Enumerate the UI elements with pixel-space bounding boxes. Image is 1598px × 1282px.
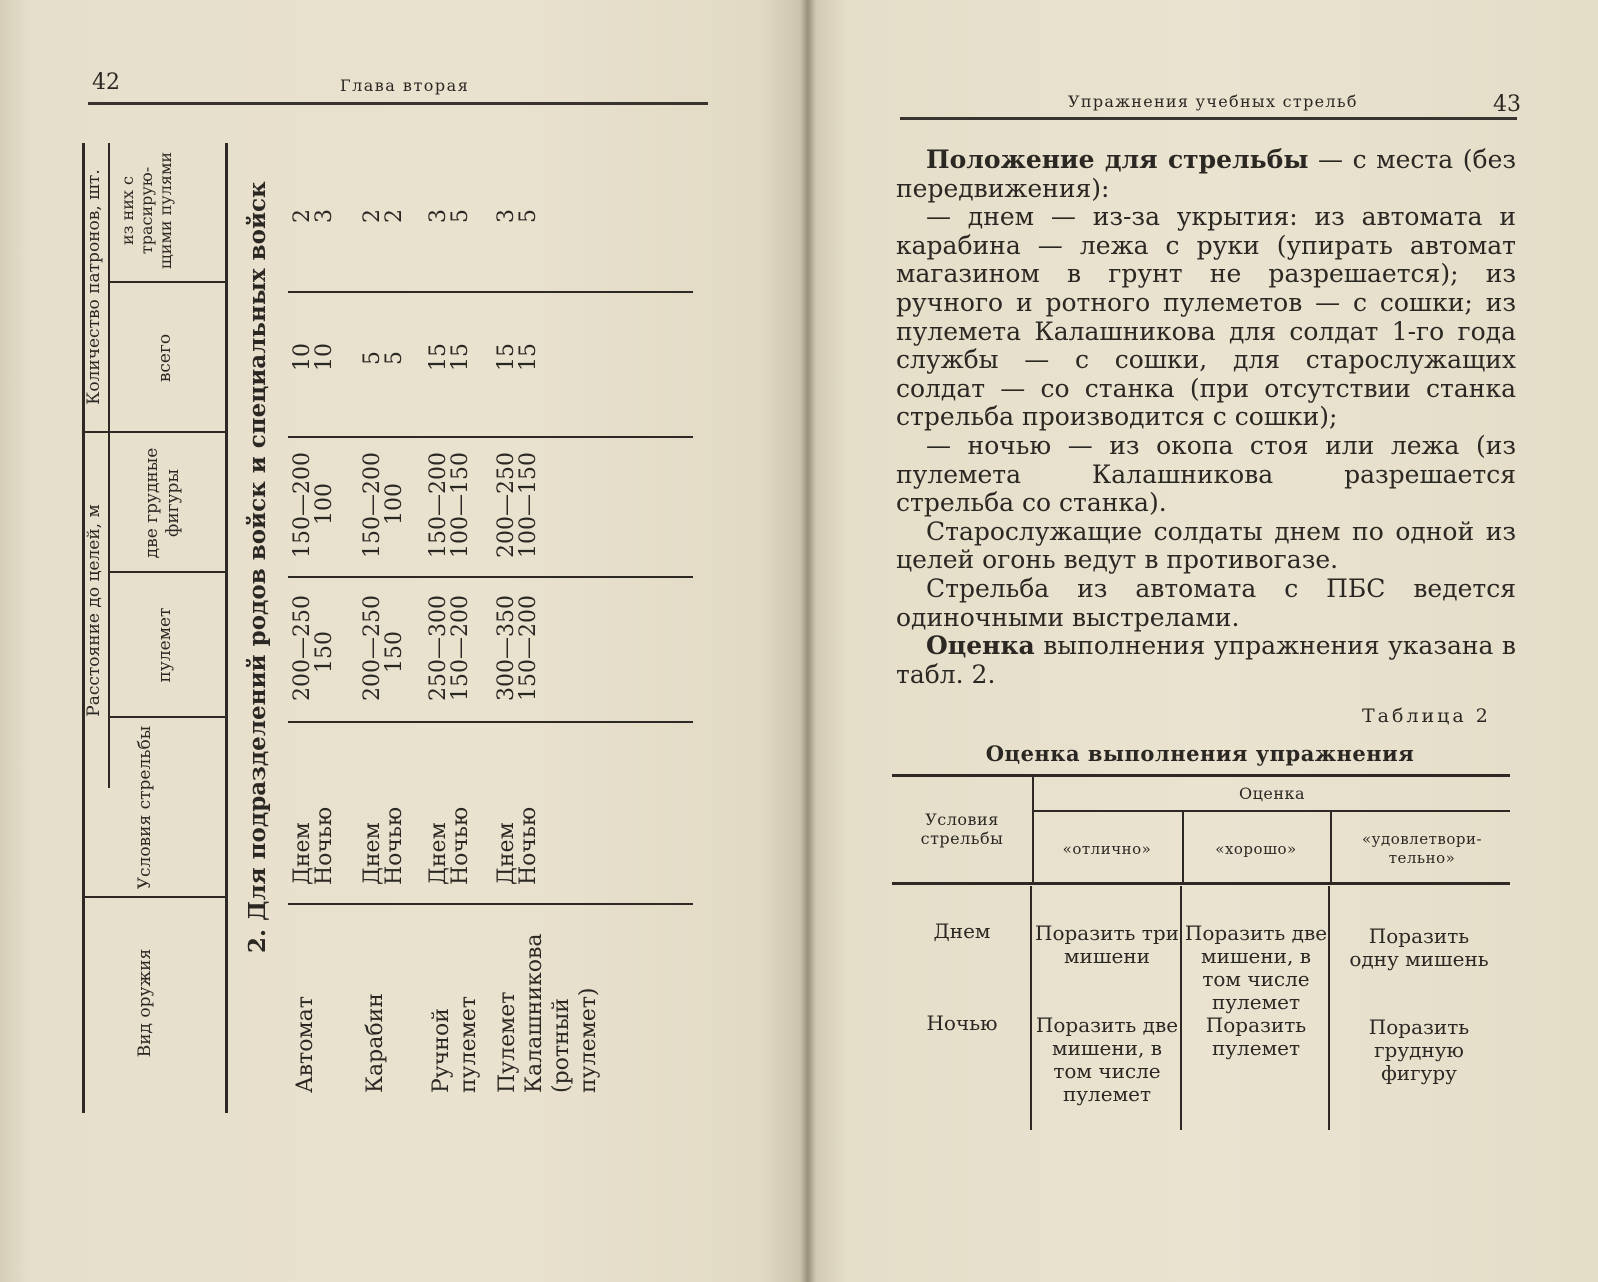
- paragraph: [896, 146, 1516, 203]
- row-tracer-night: 2: [382, 209, 407, 223]
- cell-excellent: Поразить две мишени, в том числе пулемет: [1035, 1013, 1179, 1106]
- rotated-table: [80, 143, 700, 1113]
- row-two-night: 100—150: [448, 452, 473, 558]
- row-weapon: Карабин: [363, 993, 388, 1093]
- right-header-rule: [900, 117, 1517, 120]
- header-conditions: Условия стрельбы: [135, 725, 155, 890]
- row-total-day: 5: [360, 351, 385, 365]
- row-total-day: 15: [426, 343, 451, 371]
- header-weapon: Вид оружия: [135, 948, 155, 1058]
- header-bottom-rule: [892, 882, 1510, 885]
- row-weapon: Ручной пулемет: [429, 996, 481, 1093]
- paragraph-text: выполнения упражнения указана в табл. 2.: [896, 631, 1516, 689]
- row-mg-day: 200—250: [290, 595, 315, 701]
- row-cond-night: Ночью: [516, 806, 541, 885]
- body-divider: [1180, 886, 1182, 1130]
- row-cond-day: Днем: [494, 822, 519, 885]
- row-mg-day: 200—250: [360, 595, 385, 701]
- row-tracer-night: 5: [516, 209, 541, 223]
- header-satisfactory: «удовлетвори-тельно»: [1361, 830, 1483, 867]
- cell-good: Поразить две мишени, в том числе пулемет: [1184, 921, 1328, 1014]
- paragraph-text: — с места (без передвижения):: [896, 145, 1516, 203]
- header-divider: [1330, 812, 1332, 882]
- book-gutter: [800, 0, 816, 1282]
- body-divider: [1328, 886, 1330, 1130]
- header-excellent: «отлично»: [1062, 840, 1152, 858]
- body-divider: [288, 903, 693, 905]
- bold-term: Оценка: [926, 631, 1035, 661]
- header-grade: Оценка: [1238, 784, 1306, 803]
- cell-excellent: Поразить три мишени: [1035, 921, 1179, 968]
- paragraph: [896, 632, 1516, 689]
- header-distance-two: две грудные фигуры: [142, 447, 183, 559]
- header-ammo-group: Количество патронов, шт.: [84, 169, 104, 405]
- cond-night: Ночью: [926, 1011, 998, 1035]
- row-total-night: 5: [382, 351, 407, 365]
- cell-satisfactory: Поразить грудную фигуру: [1368, 1015, 1470, 1085]
- evaluation-table: [892, 770, 1512, 1140]
- row-tracer-night: 5: [448, 209, 473, 223]
- cell-good: Поразить пулемет: [1205, 1013, 1307, 1060]
- row-cond-day: Днем: [360, 822, 385, 885]
- row-tracer-day: 2: [290, 209, 315, 223]
- header-divider: [108, 571, 225, 573]
- left-header-rule: [88, 102, 708, 105]
- row-two-day: 150—200: [360, 452, 385, 558]
- row-mg-day: 300—350: [494, 595, 519, 701]
- table-top-rule: [892, 774, 1510, 777]
- paragraph: — ночью — из окопа стоя или лежа (из пулемета Калашникова разрешается стрельба со станка).: [896, 430, 1516, 518]
- row-two-night: 100: [382, 483, 407, 525]
- table-title: Оценка выполнения упражнения: [985, 741, 1415, 766]
- row-total-day: 15: [494, 343, 519, 371]
- left-page-number: 42: [92, 70, 120, 95]
- right-running-head: Упражнения учебных стрельб: [1068, 92, 1358, 111]
- row-mg-night: 150: [312, 631, 337, 673]
- body-divider: [288, 291, 693, 293]
- row-cond-night: Ночью: [382, 806, 407, 885]
- cond-day: Днем: [933, 919, 991, 943]
- row-mg-night: 150: [382, 631, 407, 673]
- row-weapon: Автомат: [293, 996, 318, 1093]
- row-tracer-day: 3: [426, 209, 451, 223]
- body-divider: [288, 436, 693, 438]
- row-two-day: 150—200: [426, 452, 451, 558]
- body-divider: [288, 721, 693, 723]
- group-header-rule: [108, 143, 110, 788]
- header-ammo-total: всего: [155, 333, 175, 383]
- header-good: «хорошо»: [1215, 840, 1297, 858]
- table-label: Таблица 2: [1362, 705, 1491, 727]
- row-total-night: 10: [312, 343, 337, 371]
- row-two-day: 200—250: [494, 452, 519, 558]
- row-mg-night: 150—200: [516, 595, 541, 701]
- row-total-night: 15: [516, 343, 541, 371]
- row-cond-day: Днем: [426, 822, 451, 885]
- section-title: 2. Для подразделений родов войск и специальных войск: [244, 181, 271, 953]
- bold-term: Положение для стрельбы: [926, 145, 1309, 174]
- row-total-night: 15: [448, 343, 473, 371]
- body-divider: [288, 576, 693, 578]
- row-two-night: 100: [312, 483, 337, 525]
- row-total-day: 10: [290, 343, 315, 371]
- header-divider: [82, 896, 225, 898]
- header-conditions: Условия стрельбы: [920, 810, 1004, 848]
- row-tracer-day: 2: [360, 209, 385, 223]
- row-cond-night: Ночью: [448, 806, 473, 885]
- grade-header-rule: [1032, 810, 1510, 812]
- cell-satisfactory: Поразить одну мишень: [1349, 924, 1489, 971]
- row-mg-night: 150—200: [448, 595, 473, 701]
- paragraph: Стрельба из автомата с ПБС ведется одиночными выстрелами.: [896, 573, 1516, 632]
- row-tracer-night: 3: [312, 209, 337, 223]
- row-cond-night: Ночью: [312, 806, 337, 885]
- row-mg-day: 250—300: [426, 595, 451, 701]
- header-distance-group: Расстояние до целей, м: [84, 504, 104, 717]
- row-cond-day: Днем: [290, 822, 315, 885]
- left-running-head: Глава вторая: [340, 76, 470, 95]
- row-two-day: 150—200: [290, 452, 315, 558]
- header-divider: [108, 716, 225, 718]
- body-divider: [1030, 886, 1032, 1130]
- row-weapon: Пулемет Калашникова (ротный пулемет): [495, 933, 601, 1093]
- paragraph: — днем — из-за укрытия: из автомата и карабина — лежа с руки (упирать автомат магазином в грунт не разрешается); из ручного и ротного пулеметов — с сошки; из пулемета Калашникова для солдат 1-го года службы — с сошки, для старослужащих солдат — со станка (при отсутствии станка стрельба производится с сошки);: [896, 202, 1516, 432]
- right-page-number: 43: [1493, 92, 1521, 117]
- row-two-night: 100—150: [516, 452, 541, 558]
- row-tracer-day: 3: [494, 209, 519, 223]
- paragraph: Старослужащие солдаты днем по одной из целей огонь ведут в противогазе.: [896, 516, 1516, 575]
- body-text: [896, 146, 1516, 689]
- header-bottom-rule: [225, 143, 228, 1113]
- header-divider: [108, 281, 225, 283]
- header-distance-mg: пулемет: [155, 607, 175, 683]
- header-ammo-tracer: из них с трасирую-щими пулями: [118, 151, 175, 270]
